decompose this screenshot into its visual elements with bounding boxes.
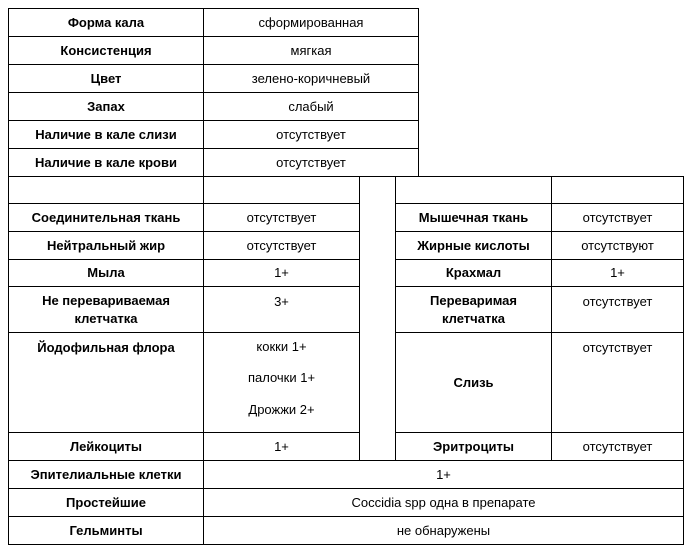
value-mucus: отсутствует	[551, 332, 684, 433]
label-neutral-fat: Нейтральный жир	[8, 231, 204, 260]
value-odor: слабый	[203, 92, 419, 121]
label-muscle-tissue: Мышечная ткань	[395, 203, 552, 232]
label-erythrocytes: Эритроциты	[395, 432, 552, 461]
value-epithelial-cells: 1+	[203, 460, 684, 489]
label-mucus-presence: Наличие в кале слизи	[8, 120, 204, 149]
empty-cell	[203, 176, 360, 204]
empty-cell	[8, 176, 204, 204]
label-stool-form: Форма кала	[8, 8, 204, 37]
value-protozoa: Coccidia spp одна в препарате	[203, 488, 684, 517]
label-epithelial-cells: Эпителиальные клетки	[8, 460, 204, 489]
flora-bacilli: палочки 1+	[247, 370, 316, 386]
label-protozoa: Простейшие	[8, 488, 204, 517]
value-indigestible-fiber: 3+	[203, 286, 360, 333]
flora-yeast: Дрожжи 2+	[248, 401, 315, 417]
label-starch: Крахмал	[395, 259, 552, 287]
label-consistency: Консистенция	[8, 36, 204, 65]
flora-cocci: кокки 1+	[256, 339, 307, 354]
value-stool-form: сформированная	[203, 8, 419, 37]
label-fatty-acids: Жирные кислоты	[395, 231, 552, 260]
empty-cell	[395, 176, 552, 204]
label-indigestible-fiber: Не перевариваемая клетчатка	[8, 286, 204, 333]
label-blood-presence: Наличие в кале крови	[8, 148, 204, 177]
value-leukocytes: 1+	[203, 432, 360, 461]
label-soaps: Мыла	[8, 259, 204, 287]
value-helminths: не обнаружены	[203, 516, 684, 545]
value-erythrocytes: отсутствует	[551, 432, 684, 461]
label-color: Цвет	[8, 64, 204, 93]
divider-column	[359, 176, 396, 461]
value-muscle-tissue: отсутствует	[551, 203, 684, 232]
value-digestible-fiber: отсутствует	[551, 286, 684, 333]
label-mucus: Слизь	[395, 332, 552, 433]
label-connective-tissue: Соединительная ткань	[8, 203, 204, 232]
label-leukocytes: Лейкоциты	[8, 432, 204, 461]
value-soaps: 1+	[203, 259, 360, 287]
value-consistency: мягкая	[203, 36, 419, 65]
value-iodophilic-flora	[203, 332, 360, 433]
value-color: зелено-коричневый	[203, 64, 419, 93]
label-odor: Запах	[8, 92, 204, 121]
value-blood-presence: отсутствует	[203, 148, 419, 177]
empty-cell	[551, 176, 684, 204]
label-helminths: Гельминты	[8, 516, 204, 545]
value-fatty-acids: отсутствуют	[551, 231, 684, 260]
value-starch: 1+	[551, 259, 684, 287]
value-connective-tissue: отсутствует	[203, 203, 360, 232]
label-iodophilic-flora: Йодофильная флора	[8, 332, 204, 433]
value-mucus-presence: отсутствует	[203, 120, 419, 149]
label-digestible-fiber: Переваримая клетчатка	[395, 286, 552, 333]
value-neutral-fat: отсутствует	[203, 231, 360, 260]
